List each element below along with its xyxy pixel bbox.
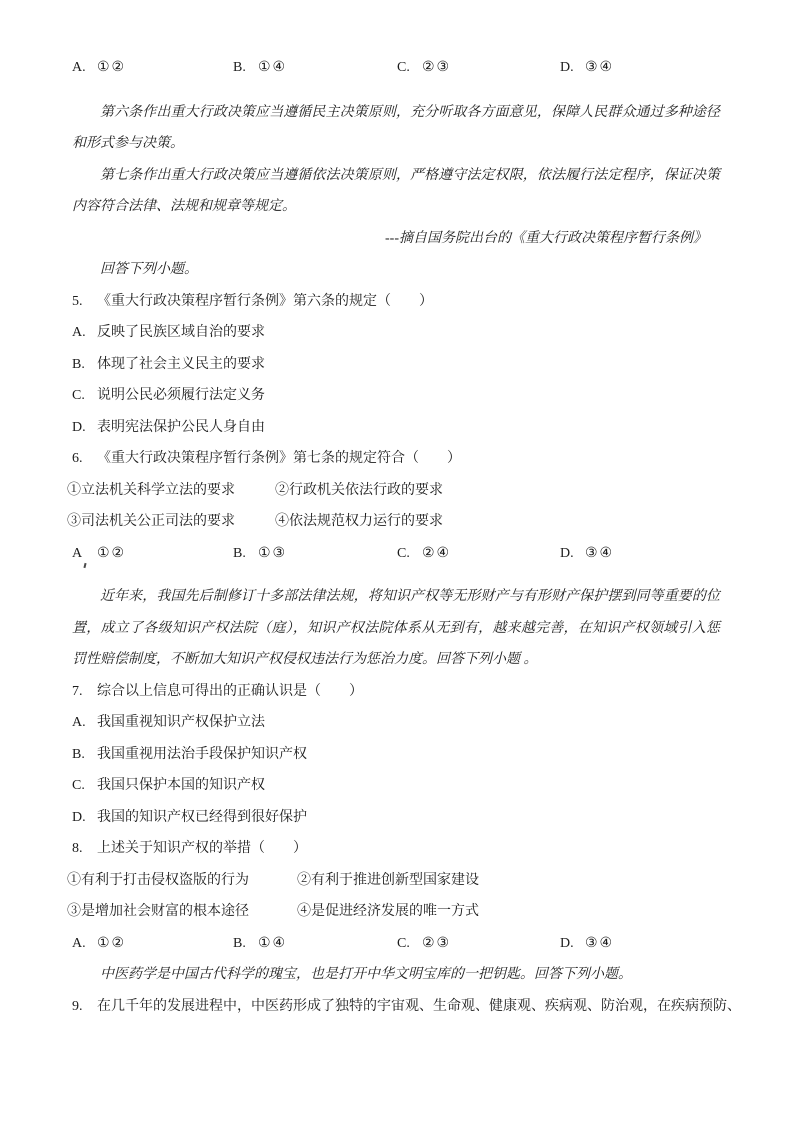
- question-stem-text: 《重大行政决策程序暂行条例》第六条的规定（ ）: [97, 293, 433, 309]
- answer-row-q4: [72, 52, 720, 84]
- numbered-item: ③是增加社会财富的根本途径: [67, 904, 249, 919]
- choice-letter: A: [72, 545, 83, 561]
- passage-article-7: 第七条作出重大行政决策应当遵循依法决策原则，严格遵守法定权限，依法履行法定程序，保证决策内容符合法律、法规和规章等规定。: [72, 167, 720, 214]
- option-letter: C.: [72, 388, 85, 403]
- option-text: 我国重视用法治手段保护知识产权: [97, 746, 307, 762]
- question-5-option-b: [72, 349, 720, 381]
- passage-tcm: 中医药学是中国古代科学的瑰宝，也是打开中华文明宝库的一把钥匙。回答下列小题。: [100, 967, 632, 982]
- choice-value: ②③: [422, 60, 452, 75]
- choice-value: ①③: [258, 545, 288, 561]
- numbered-item: ①有利于打击侵权盗版的行为: [67, 872, 249, 888]
- answer-choice: [233, 52, 397, 84]
- question-5-option-a: [72, 317, 720, 349]
- answer-row-q8: [72, 928, 720, 960]
- question-5-stem: [72, 286, 720, 318]
- choice-letter: B.: [233, 60, 246, 75]
- choice-letter: C.: [397, 935, 410, 951]
- answer-choice: [72, 928, 233, 960]
- numbered-item: ①立法机关科学立法的要求: [67, 482, 235, 498]
- option-text: 我国的知识产权已经得到很好保护: [97, 809, 307, 825]
- choice-letter: D.: [560, 60, 574, 75]
- question-7-stem: [72, 676, 720, 708]
- answer-choice: [397, 538, 560, 570]
- option-letter: A.: [72, 325, 86, 340]
- question-7-option-c: [72, 770, 720, 802]
- answer-choice: [560, 52, 614, 84]
- answer-choice: [72, 52, 233, 84]
- choice-value: ③④: [585, 935, 615, 951]
- question-stem-text: 在几千年的发展进程中，中医药形成了独特的宇宙观、生命观、健康观、疾病观、防治观，在疾病预防、: [97, 998, 741, 1014]
- answer-choice: [397, 928, 560, 960]
- answer-prompt: 回答下列小题。: [100, 262, 198, 277]
- passage-ipr: 近年来，我国先后制修订十多部法律法规，将知识产权等无形财产与有形财产保护摆到同等重要的位置，成立了各级知识产权法院（庭），知识产权法院体系从无到有，越来越完善，在知识产权领域引入惩罚性赔偿制度，不断加大知识产权侵权违法行为惩治力度。回答下列小题 。: [72, 589, 720, 667]
- passage-article-6: 第六条作出重大行政决策应当遵循民主决策原则，充分听取各方面意见，保障人民群众通过多种途径和形式参与决策。: [72, 104, 720, 151]
- choice-value: ①④: [258, 935, 288, 951]
- answer-choice: [560, 538, 614, 570]
- option-letter: B.: [72, 746, 85, 762]
- choice-value: ②④: [422, 545, 452, 561]
- choice-value: ③④: [585, 545, 615, 561]
- question-9-stem: [72, 991, 741, 1023]
- choice-letter: C.: [397, 60, 410, 75]
- question-number: 7.: [72, 683, 83, 699]
- numbered-item: ④是促进经济发展的唯一方式: [297, 904, 479, 919]
- question-8-items-34: [67, 896, 720, 928]
- choice-value: ①④: [258, 60, 288, 75]
- answer-choice: [560, 928, 614, 960]
- answer-choice: [72, 538, 233, 570]
- answer-choice: [397, 52, 560, 84]
- question-stem-text: 综合以上信息可得出的正确认识是（ ）: [97, 683, 363, 699]
- question-7-option-b: [72, 739, 720, 771]
- numbered-item: ③司法机关公正司法的要求: [67, 514, 235, 529]
- choice-letter: C.: [397, 545, 410, 561]
- choice-letter: B.: [233, 545, 246, 561]
- answer-row-q6: [72, 538, 720, 570]
- question-6-stem: [72, 443, 720, 475]
- option-letter: C.: [72, 778, 85, 793]
- option-letter: D.: [72, 419, 86, 435]
- option-letter: A.: [72, 715, 86, 730]
- question-number: 6.: [72, 451, 83, 466]
- question-number: 9.: [72, 998, 83, 1014]
- numbered-item: ②行政机关依法行政的要求: [275, 482, 443, 498]
- numbered-item: ④依法规范权力运行的要求: [275, 514, 443, 529]
- numbered-item: ②有利于推进创新型国家建设: [297, 872, 479, 888]
- option-letter: D.: [72, 809, 86, 825]
- question-8-items-12: [67, 865, 720, 897]
- question-6-items-34: [67, 506, 720, 538]
- choice-value: ①②: [97, 545, 127, 561]
- option-text: 体现了社会主义民主的要求: [97, 356, 265, 372]
- choice-value: ①②: [97, 935, 127, 951]
- choice-value: ①②: [97, 60, 127, 75]
- choice-letter: D.: [560, 935, 574, 951]
- answer-choice: [233, 928, 397, 960]
- question-8-stem: [72, 833, 720, 865]
- question-number: 8.: [72, 841, 83, 856]
- question-5-option-d: [72, 412, 720, 444]
- answer-choice: [233, 538, 397, 570]
- option-text: 表明宪法保护公民人身自由: [97, 419, 265, 435]
- passage-attribution: ---摘自国务院出台的《重大行政决策程序暂行条例》: [385, 230, 707, 246]
- choice-value: ②③: [422, 935, 452, 951]
- question-6-items-12: [67, 475, 720, 507]
- choice-letter: D.: [560, 545, 574, 561]
- question-stem-text: 《重大行政决策程序暂行条例》第七条的规定符合（ ）: [97, 451, 461, 466]
- choice-value: ③④: [585, 60, 615, 75]
- option-text: 反映了民族区域自治的要求: [97, 325, 265, 340]
- option-text: 说明公民必须履行法定义务: [97, 388, 265, 403]
- option-letter: B.: [72, 356, 85, 372]
- question-number: 5.: [72, 293, 83, 309]
- question-5-option-c: [72, 380, 720, 412]
- question-stem-text: 上述关于知识产权的举措（ ）: [97, 841, 307, 856]
- question-7-option-a: [72, 707, 720, 739]
- option-text: 我国重视知识产权保护立法: [97, 715, 265, 730]
- option-text: 我国只保护本国的知识产权: [97, 778, 265, 793]
- choice-letter: A.: [72, 60, 86, 75]
- question-7-option-d: [72, 802, 720, 834]
- choice-letter: A.: [72, 935, 86, 951]
- choice-letter: B.: [233, 935, 246, 951]
